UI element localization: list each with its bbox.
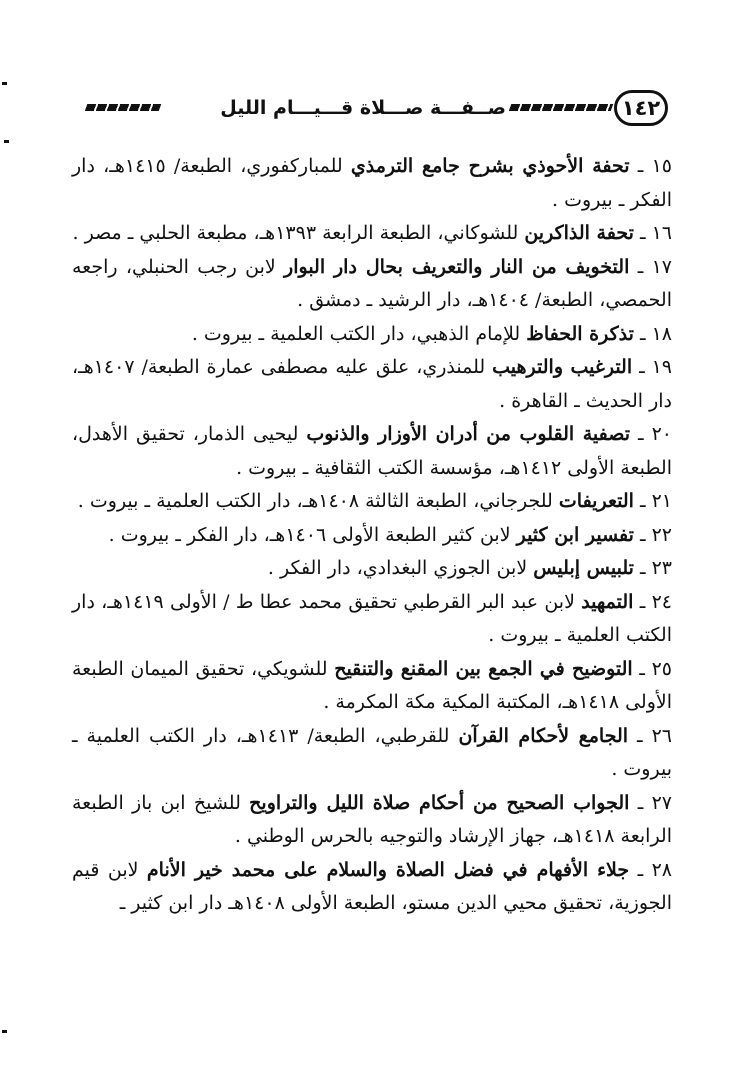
entry-details: للقرطبي، الطبعة/ ١٤١٣هـ، دار الكتب العلمية ـ بيروت . — [72, 724, 672, 780]
entry-title: الترغيب والترهيب — [492, 356, 633, 378]
header-rule-right — [509, 104, 614, 111]
entry-title: التخويف من النار والتعريف بحال دار البوار — [284, 255, 630, 278]
header-rule-left — [85, 104, 162, 111]
bibliography-entry — [72, 519, 672, 553]
bibliography-entry — [72, 720, 672, 787]
entry-details: للإمام الذهبي، دار الكتب العلمية ـ بيروت . — [191, 322, 527, 345]
scan-mark — [4, 140, 9, 143]
entry-details: لابن قيم الجوزية، تحقيق محيي الدين مستو، الطبعة الأولى ١٤٠٨هـ دار ابن كثير ـ — [72, 858, 672, 914]
entry-number: ٢٠ ـ — [638, 423, 672, 445]
bibliography-entry — [72, 586, 672, 653]
bibliography-entry — [72, 217, 672, 251]
entry-number: ٢٢ ـ — [639, 523, 672, 546]
entry-title: تحفة الأحوذي بشرح جامع الترمذي — [350, 155, 630, 177]
entry-title: تلبيس إبليس — [533, 557, 634, 579]
entry-title: الجامع لأحكام القرآن — [458, 724, 629, 747]
entry-title: تذكرة الحفاظ — [526, 322, 634, 345]
entry-title: التمهيد — [581, 590, 634, 613]
entry-number: ١٧ ـ — [637, 255, 672, 278]
entry-details: لابن كثير الطبعة الأولى ١٤٠٦هـ، دار الفكر ـ بيروت . — [108, 523, 517, 546]
entry-title: تحفة الذاكرين — [524, 222, 634, 244]
entry-details: للمنذري، علق عليه مصطفى عمارة الطبعة/ ١٤٠٧هـ، دار الحديث ـ القاهرة . — [72, 356, 672, 412]
entry-title: الجواب الصحيح من أحكام صلاة الليل والتراويح — [249, 791, 630, 814]
entry-title: التعريفات — [558, 490, 634, 512]
scan-mark — [2, 82, 7, 85]
entry-number: ١٦ ـ — [639, 222, 672, 244]
bibliography-entry — [72, 653, 672, 720]
entry-details: للمباركفوري، الطبعة/ ١٤١٥هـ، دار الفكر ـ بيروت . — [72, 155, 672, 211]
entry-details: لابن الجوزي البغدادي، دار الفكر . — [267, 557, 534, 579]
entry-number: ٢٣ ـ — [639, 557, 672, 579]
entry-details: للشيخ ابن باز الطبعة الرابعة ١٤١٨هـ، جهاز الإرشاد والتوجيه بالحرس الوطني . — [72, 791, 672, 847]
entry-number: ٢١ ـ — [639, 490, 672, 512]
bibliography-entry — [72, 485, 672, 519]
entry-number: ١٨ ـ — [639, 322, 672, 345]
entry-details: للشويكي، تحقيق الميمان الطبعة الأولى ١٤١٨هـ، المكتبة المكية مكة المكرمة . — [72, 657, 672, 713]
entry-details: للشوكاني، الطبعة الرابعة ١٣٩٣هـ، مطبعة الحلبي ـ مصر . — [72, 222, 525, 244]
bibliography-list — [72, 150, 672, 921]
page-header — [78, 90, 668, 130]
running-title: صــفـــة صـــلاة قـــيـــام الليل — [220, 97, 506, 119]
entry-number: ٢٧ ـ — [637, 791, 672, 814]
entry-number: ٢٨ ـ — [637, 858, 672, 881]
bibliography-entry — [72, 854, 672, 921]
entry-title: تفسير ابن كثير — [516, 523, 634, 546]
scan-mark — [2, 1030, 7, 1033]
entry-title: جلاء الأفهام في فضل الصلاة والسلام على محمد خير الأنام — [146, 858, 630, 881]
entry-title: التوضيح في الجمع بين المقنع والتنقيح — [334, 657, 633, 680]
entry-title: تصفية القلوب من أدران الأوزار والذنوب — [306, 423, 631, 445]
bibliography-entry — [72, 318, 672, 352]
entry-details: لابن رجب الحنبلي، راجعه الحمصي، الطبعة/ ١٤٠٤هـ، دار الرشيد ـ دمشق . — [72, 255, 672, 311]
entry-number: ٢٦ ـ — [637, 724, 673, 747]
bibliography-entry — [72, 351, 672, 418]
entry-number: ٢٥ ـ — [639, 657, 673, 680]
entry-number: ١٥ ـ — [637, 155, 672, 177]
entry-number: ١٩ ـ — [639, 356, 672, 378]
entry-details: ليحيى الذمار، تحقيق الأهدل، الطبعة الأولى ١٤١٢هـ، مؤسسة الكتب الثقافية ـ بيروت . — [72, 423, 672, 479]
page-number: ١٤٢ — [614, 90, 668, 126]
bibliography-entry — [72, 251, 672, 318]
bibliography-entry — [72, 787, 672, 854]
entry-number: ٢٤ ـ — [639, 590, 672, 613]
entry-details: للجرجاني، الطبعة الثالثة ١٤٠٨هـ، دار الكتب العلمية ـ بيروت . — [77, 490, 559, 512]
entry-details: لابن عبد البر القرطبي تحقيق محمد عطا ط / الأولى ١٤١٩هـ، دار الكتب العلمية ـ بيروت . — [72, 590, 672, 646]
bibliography-entry — [72, 418, 672, 485]
bibliography-entry — [72, 552, 672, 586]
bibliography-entry — [72, 150, 672, 217]
